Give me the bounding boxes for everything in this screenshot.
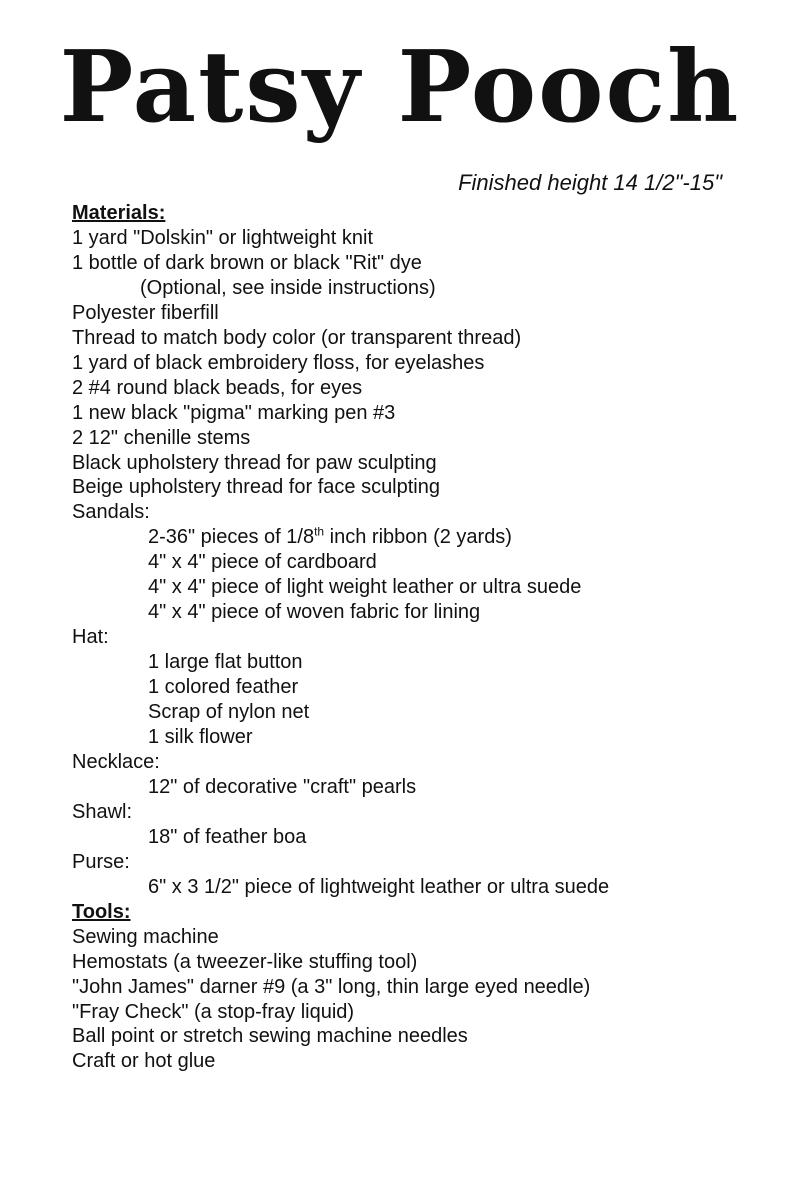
list-item: 1 large flat button — [148, 651, 303, 674]
list-item: 4" x 4" piece of cardboard — [148, 551, 377, 574]
materials-heading: Materials: — [72, 202, 166, 224]
list-item: "John James" darner #9 (a 3" long, thin large eyed needle) — [72, 975, 591, 998]
list-item: 1 bottle of dark brown or black "Rit" dye — [72, 251, 422, 274]
list-item: 4" x 4" piece of woven fabric for lining — [148, 601, 481, 624]
list-item: 2 12" chenille stems — [72, 426, 251, 449]
shawl-label: Shawl: — [72, 800, 133, 823]
list-item: Black upholstery thread for paw sculpting — [72, 451, 437, 474]
list-item: "Fray Check" (a stop-fray liquid) — [72, 1000, 355, 1023]
purse-label: Purse: — [72, 850, 130, 873]
list-item: 1 silk flower — [148, 726, 253, 749]
list-item: 1 new black "pigma" marking pen #3 — [72, 401, 396, 424]
ribbon-superscript: th — [314, 524, 325, 539]
supply-list — [72, 201, 732, 1074]
list-item: 4" x 4" piece of light weight leather or ultra suede — [148, 576, 582, 599]
necklace-label: Necklace: — [72, 750, 160, 773]
dye-note: (Optional, see inside instructions) — [140, 276, 436, 299]
list-item: Sewing machine — [72, 925, 219, 948]
page-title: Patsy Pooch — [59, 30, 741, 145]
sandals-label: Sandals: — [72, 501, 150, 524]
list-item: Scrap of nylon net — [148, 701, 310, 724]
list-item — [72, 525, 732, 550]
list-item: Craft or hot glue — [72, 1050, 216, 1073]
ribbon-text-post: inch ribbon (2 yards) — [324, 526, 512, 549]
tools-heading: Tools: — [72, 900, 131, 923]
list-item: 1 yard of black embroidery floss, for eyelashes — [72, 351, 485, 374]
list-item: 12" of decorative "craft" pearls — [148, 775, 417, 798]
hat-label: Hat: — [72, 626, 109, 649]
list-item: 6" x 3 1/2" piece of lightweight leather or ultra suede — [148, 875, 610, 898]
finished-height: Finished height 14 1/2"-15" — [458, 170, 722, 195]
list-item: 18" of feather boa — [148, 825, 307, 848]
list-item: Hemostats (a tweezer-like stuffing tool) — [72, 950, 418, 973]
list-item: Thread to match body color (or transparent thread) — [72, 326, 522, 349]
list-item: 1 colored feather — [148, 676, 299, 699]
list-item: Beige upholstery thread for face sculpting — [72, 476, 440, 499]
list-item: 1 yard "Dolskin" or lightweight knit — [72, 226, 373, 249]
list-item: Polyester fiberfill — [72, 301, 219, 324]
ribbon-text-pre: 2-36" pieces of 1/8 — [148, 526, 315, 549]
list-item: 2 #4 round black beads, for eyes — [72, 376, 363, 399]
list-item: Ball point or stretch sewing machine needles — [72, 1025, 468, 1048]
